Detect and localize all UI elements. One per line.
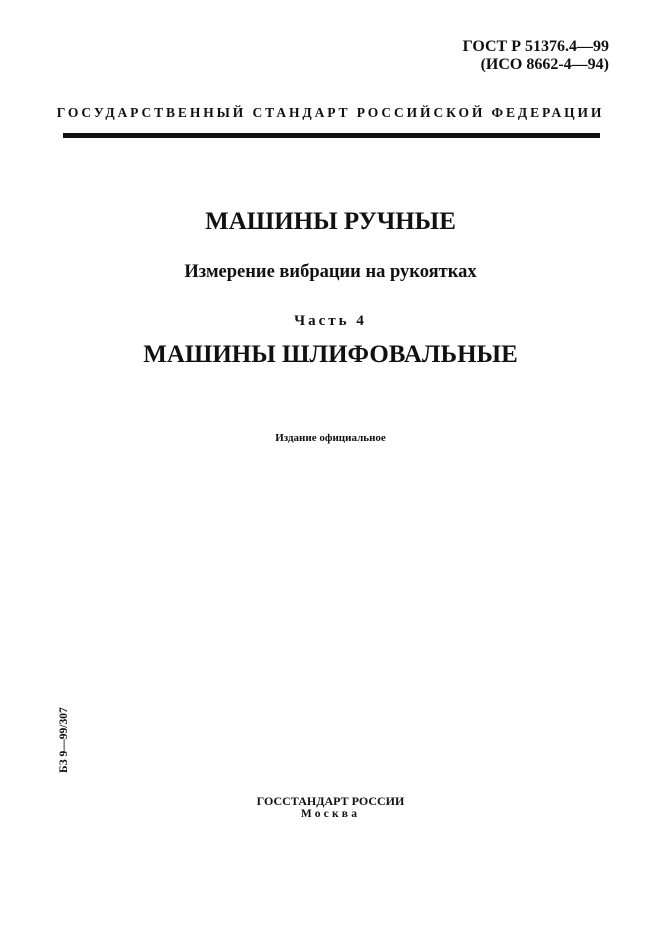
part-label: Часть 4	[294, 313, 367, 329]
edition-label: Издание официальное	[275, 432, 386, 444]
document-code	[463, 38, 609, 74]
header-rule	[63, 133, 600, 138]
page-title: МАШИНЫ РУЧНЫЕ	[205, 208, 456, 235]
page-subtitle: Измерение вибрации на рукоятках	[184, 262, 477, 282]
city: Москва	[300, 808, 361, 820]
standard-header: ГОСУДАРСТВЕННЫЙ СТАНДАРТ РОССИЙСКОЙ ФЕДЕРАЦИИ	[56, 105, 605, 120]
iso-number: (ИСО 8662-4—94)	[480, 56, 609, 73]
part-title: МАШИНЫ ШЛИФОВАЛЬНЫЕ	[143, 341, 518, 368]
side-code: БЗ 9—99/307	[58, 707, 70, 773]
publisher: ГОССТАНДАРТ РОССИИ	[256, 794, 405, 808]
gost-number: ГОСТ Р 51376.4—99	[462, 38, 609, 55]
